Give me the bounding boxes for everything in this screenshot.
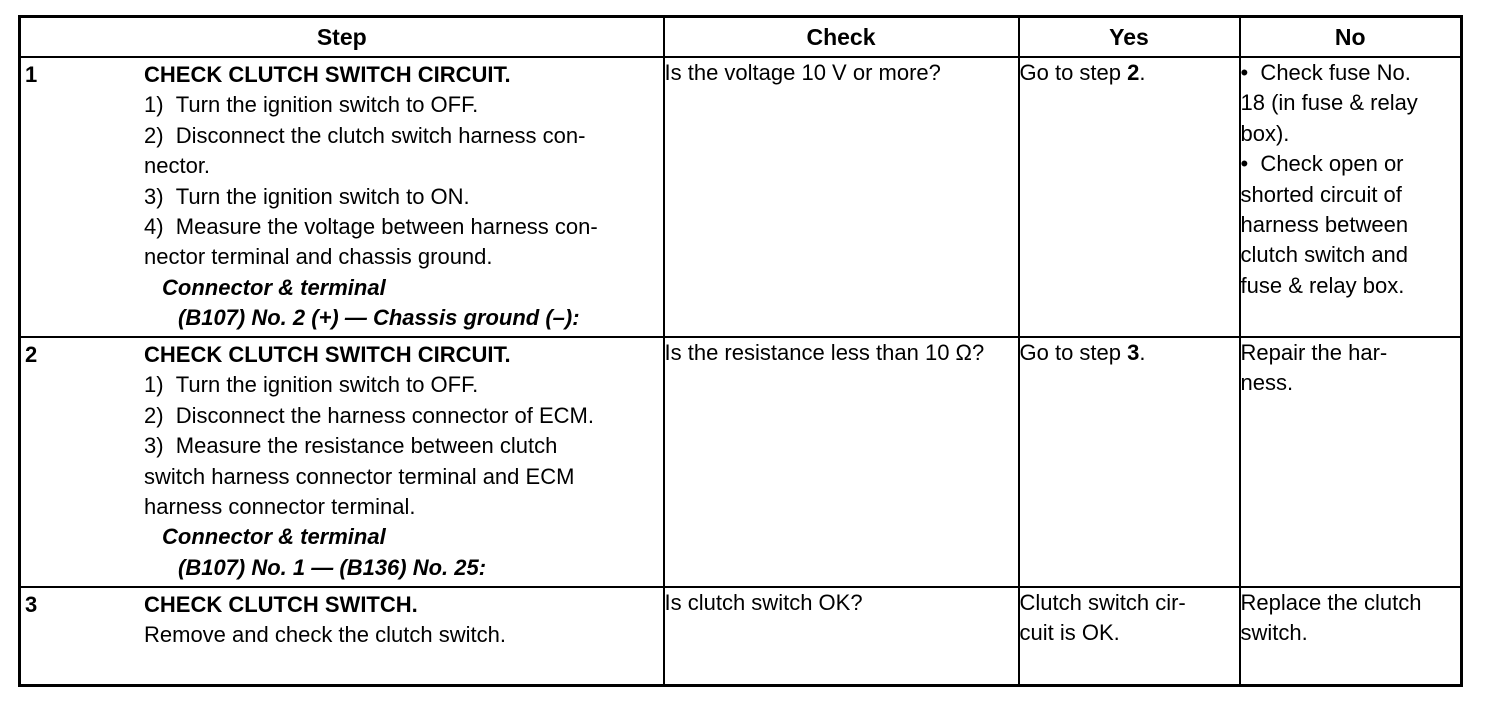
step-number: 1 [25, 62, 38, 87]
yes-suffix: . [1139, 60, 1146, 85]
step-line: 3) Turn the ignition switch to ON. [144, 183, 470, 209]
check-cell [664, 587, 1019, 685]
header-no: No [1240, 17, 1462, 58]
step-title: CHECK CLUTCH SWITCH CIRCUIT. [144, 62, 511, 87]
step-line: Remove and check the clutch switch. [144, 622, 506, 648]
yes-suffix: . [1139, 340, 1146, 365]
table-row [20, 57, 1462, 337]
no-line: shorted circuit of [1240, 181, 1402, 207]
no-line: • Check fuse No. [1240, 60, 1411, 85]
step-title: CHECK CLUTCH SWITCH CIRCUIT. [144, 342, 511, 367]
step-cell [20, 337, 664, 587]
yes-prefix: Go to step [1019, 60, 1128, 85]
header-yes: Yes [1019, 17, 1240, 58]
connector-label: Connector & terminal [162, 524, 386, 550]
step-line: 3) Measure the resistance between clutch [144, 433, 558, 459]
no-cell [1240, 57, 1462, 337]
step-line: 2) Disconnect the harness connector of ECM. [144, 402, 594, 428]
no-line: switch. [1240, 620, 1308, 646]
no-cell [1240, 587, 1462, 685]
yes-cell [1019, 587, 1240, 685]
check-cell [664, 57, 1019, 337]
no-line: • Check open or [1240, 151, 1404, 177]
step-number: 3 [25, 592, 38, 617]
yes-cell [1019, 57, 1240, 337]
step-cell [20, 587, 664, 685]
table-row [20, 587, 1462, 685]
table-row [20, 337, 1462, 587]
connector-label: Connector & terminal [162, 274, 386, 300]
step-line: 4) Measure the voltage between harness con- [144, 214, 598, 240]
step-line: nector terminal and chassis ground. [144, 244, 493, 270]
no-line: harness between [1240, 212, 1409, 238]
no-line: 18 (in fuse & relay [1240, 90, 1418, 116]
step-title: CHECK CLUTCH SWITCH. [144, 592, 418, 617]
header-step: Step [20, 17, 664, 58]
no-line: box). [1240, 120, 1290, 146]
step-line: harness connector terminal. [144, 494, 416, 520]
no-line: Repair the har- [1240, 340, 1388, 365]
header-check: Check [664, 17, 1019, 58]
step-line: switch harness connector terminal and ECM [144, 463, 575, 489]
no-line: ness. [1240, 370, 1294, 396]
check-question: Is the resistance less than 10 Ω? [664, 340, 985, 365]
check-cell [664, 337, 1019, 587]
diagnostic-procedure-table [18, 15, 1463, 687]
yes-line: cuit is OK. [1019, 620, 1120, 646]
step-line: 1) Turn the ignition switch to OFF. [144, 372, 479, 398]
connector-value: (B107) No. 1 — (B136) No. 25: [178, 554, 487, 580]
no-line: fuse & relay box. [1240, 272, 1405, 298]
yes-text [1020, 58, 1239, 88]
check-question: Is the voltage 10 V or more? [664, 60, 941, 85]
yes-step-number: 3 [1127, 340, 1140, 365]
step-line: 2) Disconnect the clutch switch harness con- [144, 122, 586, 148]
connector-value: (B107) No. 2 (+) — Chassis ground (–): [178, 305, 580, 331]
no-cell [1240, 337, 1462, 587]
yes-text [1020, 338, 1239, 368]
yes-step-number: 2 [1127, 60, 1140, 85]
step-number: 2 [25, 342, 38, 367]
check-question: Is clutch switch OK? [664, 590, 863, 615]
step-line: 1) Turn the ignition switch to OFF. [144, 92, 479, 118]
step-line: nector. [144, 153, 211, 179]
no-line: clutch switch and [1240, 242, 1409, 268]
yes-prefix: Go to step [1019, 340, 1128, 365]
table-header-row [20, 17, 1462, 58]
no-line: Replace the clutch [1240, 590, 1422, 615]
yes-line: Clutch switch cir- [1019, 590, 1186, 615]
step-cell [20, 57, 664, 337]
yes-cell [1019, 337, 1240, 587]
